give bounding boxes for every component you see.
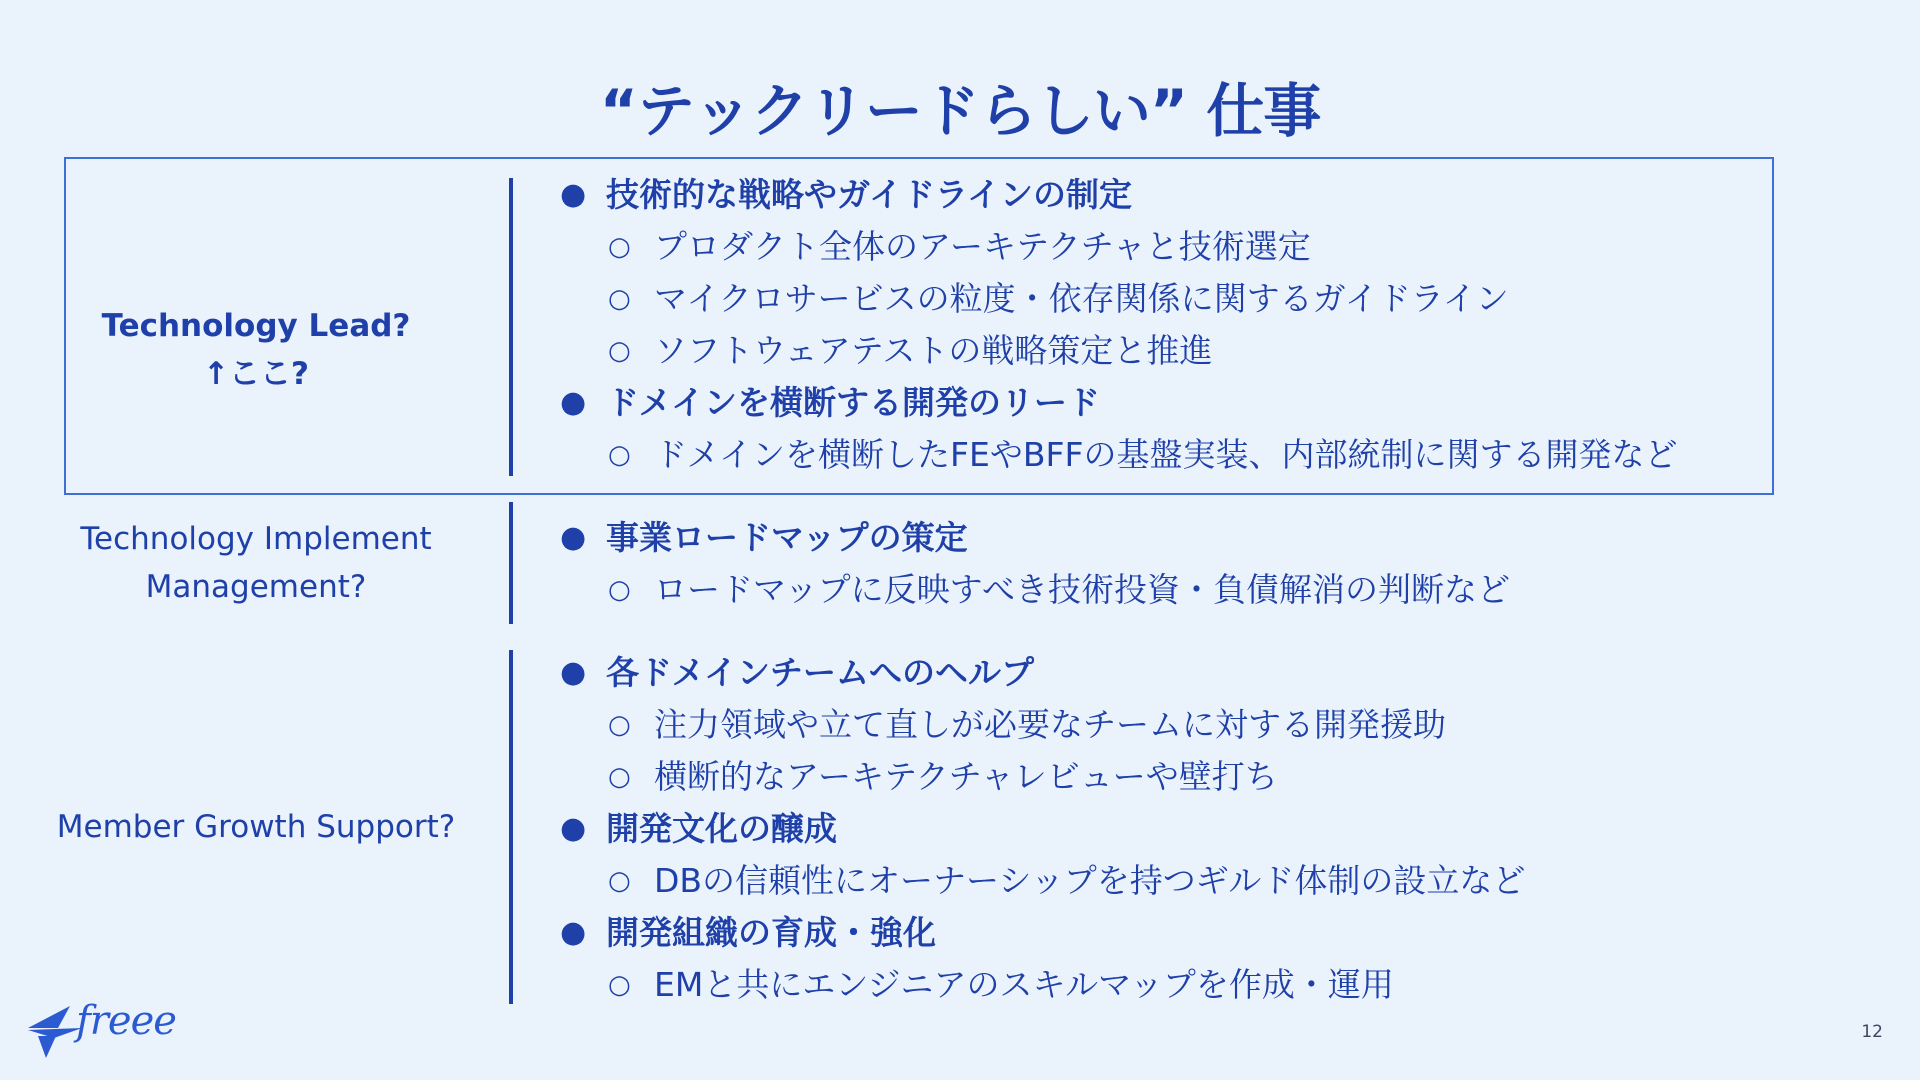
sub-bullet-text: EMと共にエンジニアのスキルマップを作成・運用 — [654, 965, 1394, 1004]
hollow-bullet-icon: ○ — [608, 762, 631, 792]
hollow-bullet-icon: ○ — [608, 440, 631, 470]
page-number: 12 — [1861, 1022, 1883, 1042]
sub-bullet-item — [560, 751, 1760, 803]
bullet-text: 開発文化の醸成 — [606, 809, 837, 848]
sub-bullet-item — [560, 221, 1760, 273]
section-label-line: ↑ここ? — [203, 356, 309, 392]
sub-bullet-item — [560, 699, 1760, 751]
hollow-bullet-icon: ○ — [608, 710, 631, 740]
sub-bullet-item — [560, 564, 1760, 616]
filled-bullet-icon: ● — [560, 520, 587, 555]
filled-bullet-icon: ● — [560, 655, 587, 690]
section-list-technology-lead — [560, 169, 1760, 481]
bird-icon — [24, 998, 84, 1062]
bullet-item — [560, 169, 1760, 221]
bullet-text: 事業ロードマップの策定 — [606, 518, 968, 557]
filled-bullet-icon: ● — [560, 811, 587, 846]
hollow-bullet-icon: ○ — [608, 970, 631, 1000]
bullet-item — [560, 647, 1760, 699]
bullet-item — [560, 907, 1760, 959]
sub-bullet-item — [560, 959, 1760, 1011]
sub-bullet-text: ロードマップに反映すべき技術投資・負債解消の判断など — [654, 570, 1511, 609]
sub-bullet-item — [560, 429, 1760, 481]
bullet-text: 開発組織の育成・強化 — [606, 913, 936, 952]
logo-wordmark: freee — [76, 998, 176, 1044]
bullet-item — [560, 803, 1760, 855]
sub-bullet-text: プロダクト全体のアーキテクチャと技術選定 — [654, 227, 1311, 266]
bullet-text: 各ドメインチームへのヘルプ — [606, 653, 1035, 692]
hollow-bullet-icon: ○ — [608, 575, 631, 605]
hollow-bullet-icon: ○ — [608, 232, 631, 262]
bullet-item — [560, 377, 1760, 429]
sub-bullet-text: 横断的なアーキテクチャレビューや壁打ち — [654, 757, 1278, 796]
hollow-bullet-icon: ○ — [608, 284, 631, 314]
sub-bullet-text: DBの信頼性にオーナーシップを持つギルド体制の設立など — [654, 861, 1526, 900]
hollow-bullet-icon: ○ — [608, 866, 631, 896]
bullet-text: ドメインを横断する開発のリード — [606, 383, 1101, 422]
section-divider — [509, 178, 513, 476]
sub-bullet-item — [560, 273, 1760, 325]
section-label-line: Member Growth Support? — [56, 809, 456, 845]
section-list-member-growth-support — [560, 647, 1760, 1011]
section-label-line: Management? — [145, 569, 367, 605]
bullet-item — [560, 512, 1760, 564]
freee-logo — [24, 998, 194, 1062]
section-list-technology-implement-management — [560, 512, 1760, 616]
section-label-line: Technology Lead? — [101, 308, 411, 344]
sub-bullet-item — [560, 855, 1760, 907]
sub-bullet-text: ソフトウェアテストの戦略策定と推進 — [654, 331, 1213, 370]
section-label-technology-lead — [40, 302, 472, 398]
section-label-technology-implement-management — [40, 515, 472, 611]
slide-title: “テックリードらしい” 仕事 — [599, 77, 1321, 145]
bullet-text: 技術的な戦略やガイドラインの制定 — [606, 175, 1133, 214]
sub-bullet-item — [560, 325, 1760, 377]
sub-bullet-text: 注力領域や立て直しが必要なチームに対する開発援助 — [654, 705, 1446, 744]
sub-bullet-text: ドメインを横断したFEやBFFの基盤実装、内部統制に関する開発など — [654, 435, 1678, 474]
section-divider — [509, 650, 513, 1004]
filled-bullet-icon: ● — [560, 915, 587, 950]
hollow-bullet-icon: ○ — [608, 336, 631, 366]
section-divider — [509, 502, 513, 624]
sub-bullet-text: マイクロサービスの粒度・依存関係に関するガイドライン — [654, 279, 1509, 318]
section-label-line: Technology Implement — [80, 521, 432, 557]
filled-bullet-icon: ● — [560, 385, 587, 420]
section-label-member-growth-support — [40, 803, 472, 851]
filled-bullet-icon: ● — [560, 177, 587, 212]
